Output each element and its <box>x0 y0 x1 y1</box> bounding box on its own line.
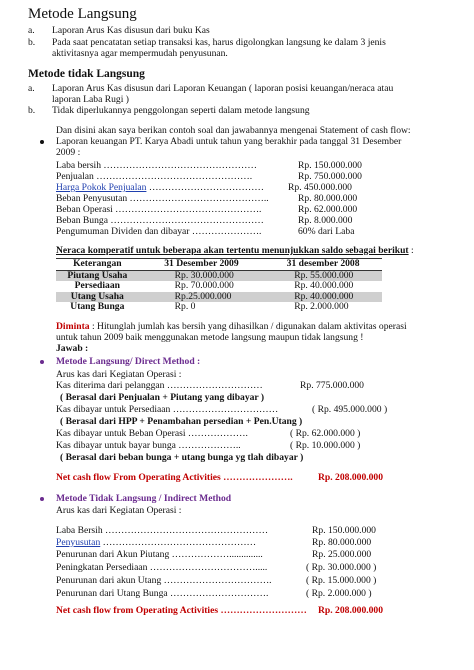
table-header-cell: Keterangan <box>56 259 139 271</box>
report-item-value: Rp. 62.000.000 <box>298 204 358 215</box>
report-item-label: Beban Operasi ………………………………………. <box>56 204 262 215</box>
table-cell: Rp. 30.000.000 <box>139 270 265 281</box>
table-caption: Neraca komperatif untuk beberapa akan tertentu menunjukkan saldo sebagai berikut : <box>56 245 414 256</box>
cashflow-note: ( Berasal dari beban bunga + utang bunga yg tlah dibayar ) <box>60 452 304 463</box>
table-cell: Rp. 40.000.000 <box>294 280 354 291</box>
cashflow-value: ( Rp. 495.000.000 ) <box>312 404 388 415</box>
report-item-value: Rp. 750.000.000 <box>298 171 362 182</box>
question-text: untuk tahun 2009 baik menggunakan metode langsung maupun tidak langsung ! <box>56 332 364 343</box>
cashflow-value: Rp. 80.000.000 <box>312 537 372 548</box>
section-heading: Metode Langsung/ Direct Method : <box>56 356 201 367</box>
list-item: aktivitasnya agar mempermudah penyusunan. <box>52 48 228 59</box>
penyusutan-link[interactable]: Penyusutan <box>56 537 101 548</box>
cashflow-value: Rp. 150.000.000 <box>312 525 376 536</box>
net-cashflow-label: Net cash flow from Operating Activities ……………………… <box>56 605 307 616</box>
table-cell: Utang Bunga <box>70 301 125 312</box>
report-item-value: Rp. 8.000.000 <box>298 215 353 226</box>
cashflow-label: Peningkatan Persediaan ……………………………..... <box>56 562 268 573</box>
neraca-table <box>56 258 382 313</box>
net-cashflow-label: Net cash flow From Operating Activities …………………. <box>56 472 293 483</box>
report-intro: 2009 : <box>56 147 81 158</box>
report-item-value: 60% dari Laba <box>298 226 355 237</box>
cashflow-note: ( Berasal dari HPP + Penambahan persedian + Pen.Utang ) <box>60 416 303 427</box>
cashflow-value: Rp. 775.000.000 <box>300 380 364 391</box>
table-header-row <box>56 259 382 271</box>
cashflow-value: ( Rp. 62.000.000 ) <box>290 428 361 439</box>
table-cell: Rp.25.000.000 <box>139 292 265 303</box>
list-marker: b. <box>28 105 36 116</box>
table-cell: Piutang Usaha <box>56 270 139 281</box>
table-cell: Persediaan <box>74 280 120 291</box>
table-header-cell: 31 desember 2008 <box>264 259 382 271</box>
cashflow-label: Penurunan dari akun Utang ……………………………. <box>56 575 272 586</box>
page-title: Metode Langsung <box>28 6 137 22</box>
report-item-label: Penjualan …………………………………………. <box>56 171 253 182</box>
cashflow-label: Kas diterima dari pelanggan ………………………… <box>56 380 263 391</box>
list-marker: b. <box>28 37 36 48</box>
report-item-label: Beban Penyusutan …………………………………….. <box>56 193 269 204</box>
report-item-label: Beban Bunga ………………………………………… <box>56 215 264 226</box>
bullet-icon <box>40 360 44 364</box>
section-subheading: Arus kas dari Kegiatan Operasi : <box>56 369 182 380</box>
list-item: laporan Laba Rugi ) <box>52 94 129 105</box>
report-item-value: Rp. 450.000.000 <box>288 182 352 193</box>
list-item: Laporan Arus Kas disusun dari Laporan Keuangan ( laporan posisi keuangan/neraca atau <box>52 83 394 94</box>
report-item-label: Laba bersih ………………………………………… <box>56 160 257 171</box>
report-item-label: Harga Pokok Penjualan ……………………………… <box>56 182 264 193</box>
cashflow-label: Penyusutan ………………………………………… <box>56 537 257 548</box>
answer-label: Jawab : <box>56 343 89 354</box>
table-cell: Rp. 70.000.000 <box>174 280 234 291</box>
table-cell: Rp. 40.000.000 <box>264 292 382 303</box>
table-header-cell: 31 Desember 2009 <box>139 259 265 271</box>
list-item: Laporan Arus Kas disusun dari buku Kas <box>52 25 210 36</box>
report-intro: Laporan keuangan PT. Karya Abadi untuk tahun yang berakhir pada tanggal 31 Desember <box>56 136 402 147</box>
cashflow-label: Kas dibayar untuk Persediaan …………………………… <box>56 404 279 415</box>
bullet-icon <box>40 140 44 144</box>
section-heading: Metode Tidak Langsung / Indirect Method <box>56 493 232 504</box>
table-cell: Rp. 0 <box>174 301 196 312</box>
cashflow-label: Kas dibayar untuk Beban Operasi ………………. <box>56 428 248 439</box>
cashflow-label: Kas dibayar untuk bayar bunga ……………….. <box>56 440 241 451</box>
section-heading: Metode tidak Langsung <box>28 68 145 80</box>
cashflow-label: Penurunan dari Akun Piutang ……………….............. <box>56 549 263 560</box>
question-text: Diminta : Hitunglah jumlah kas bersih yang dihasilkan / digunakan dalam aktivitas operasi <box>56 321 407 332</box>
table-row <box>56 281 382 292</box>
cashflow-value: Rp. 25.000.000 <box>312 549 372 560</box>
list-marker: a. <box>28 25 35 36</box>
cashflow-value: ( Rp. 30.000.000 ) <box>306 562 377 573</box>
list-item: Tidak diperlukannya penggolongan seperti dalam metode langsung <box>52 105 310 116</box>
list-item: Pada saat pencatatan setiap transaksi kas, harus digolongkan langsung ke dalam 3 jenis <box>52 37 386 48</box>
intro-text: Dan disini akan saya berikan contoh soal dan jawabannya mengenai Statement of cash flow: <box>56 125 411 136</box>
report-item-value: Rp. 80.000.000 <box>298 193 358 204</box>
cashflow-note: ( Berasal dari Penjualan + Piutang yang dibayar ) <box>60 392 265 403</box>
report-item-value: Rp. 150.000.000 <box>298 160 362 171</box>
report-item-label: Pengumuman Dividen dan dibayar …………………. <box>56 226 262 237</box>
table-cell: Rp. 2.000.000 <box>294 301 349 312</box>
cashflow-label: Penurunan dari Utang Bunga …………………………. <box>56 588 269 599</box>
cashflow-value: ( Rp. 2.000.000 ) <box>306 588 372 599</box>
cashflow-label: Laba Bersih …………………………………………… <box>56 525 269 536</box>
list-marker: a. <box>28 83 35 94</box>
cashflow-value: ( Rp. 10.000.000 ) <box>290 440 361 451</box>
hpp-link[interactable]: Harga Pokok Penjualan <box>56 182 147 193</box>
table-row <box>56 302 382 313</box>
section-subheading: Arus kas dari Kegiatan Operasi : <box>56 505 182 516</box>
net-cashflow-value: Rp. 208.000.000 <box>318 605 384 616</box>
table-cell: Rp. 55.000.000 <box>264 270 382 281</box>
net-cashflow-value: Rp. 208.000.000 <box>318 472 384 483</box>
bullet-icon <box>40 497 44 501</box>
table-cell: Utang Usaha <box>56 292 139 303</box>
cashflow-value: ( Rp. 15.000.000 ) <box>306 575 377 586</box>
